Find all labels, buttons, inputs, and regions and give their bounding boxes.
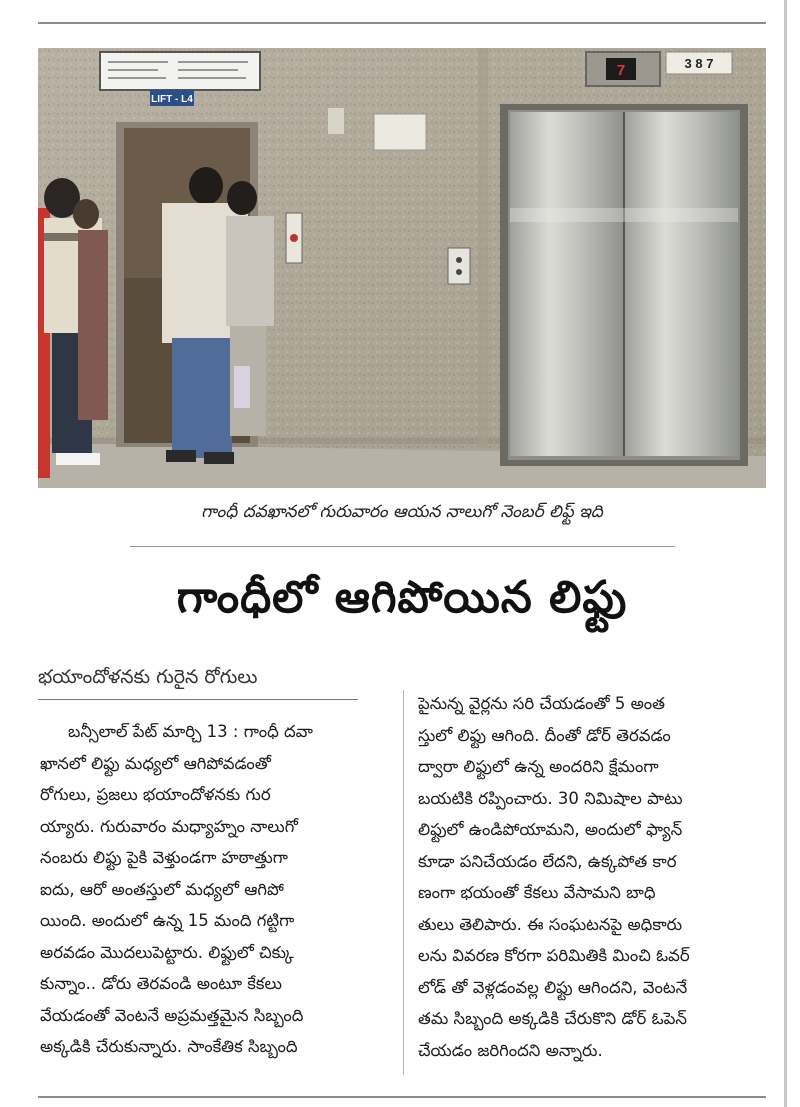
lift-door-right-panel [625, 112, 738, 456]
body-line: తమ సిబ్బంది అక్కడికి చేరుకొని డోర్ ఓపెన్ [418, 1009, 687, 1028]
body-line: ఐదు, ఆరో అంతస్తులో మధ్యలో ఆగిపో [40, 879, 284, 899]
body-line: లను వివరణ కోరగా పరిమితికి మించి ఓవర్ [418, 946, 690, 965]
body-line: పైనున్న వైర్లను సరి చేయడంతో 5 అంత [418, 694, 665, 713]
page-edge [784, 0, 787, 1107]
body-line: రోగులు, ప్రజలు భయాందోళనకు గుర [40, 785, 271, 804]
top-rule [38, 22, 766, 24]
subheadline: భయాందోళనకు గురైన రోగులు [38, 666, 358, 700]
lift-label-text: LIFT - L4 [151, 94, 193, 105]
call-button-icon [290, 234, 298, 242]
column-divider [403, 690, 404, 1075]
body-line: వేయడంతో వెంటనే అప్రమత్తమైన సిబ్బంది [40, 1005, 304, 1025]
headline: గాంధీలో ఆగిపోయిన లిఫ్టు [176, 572, 628, 623]
body-line: ణంగా భయంతో కేకలు వేసామని బాధి [418, 883, 656, 902]
call-panel-right [448, 248, 470, 284]
body-line: కూడా పనిచేయడం లేదని, ఉక్కపోత కార [418, 851, 677, 871]
body-line: చేయడం జరిగిందని అన్నారు. [418, 1040, 603, 1060]
article-column-right [418, 688, 766, 1066]
floor-number: 7 [616, 62, 626, 79]
bottom-rule [38, 1096, 766, 1098]
caption-divider [130, 546, 675, 547]
body-line: ఖానలో లిఫ్టు మధ్యలో ఆగిపోవడంతో [40, 753, 271, 773]
notice-board [100, 52, 260, 90]
body-line: యింది. అందులో ఉన్న 15 మంది గట్టిగా [40, 911, 295, 930]
body-line: తులు తెలిపారు. ఈ సంఘటనపై అధికారు [418, 914, 683, 934]
body-line: కున్నాం.. డోరు తెరవండి అంటూ కేకలు [40, 974, 282, 993]
body-line: బయటికి రప్పించారు. 30 నిమిషాల పాటు [418, 788, 683, 808]
body-line: లోడ్ తో వెళ్లడంవల్ల లిఫ్టు ఆగిందని, వెంటనే [418, 977, 688, 997]
body-line: అక్కడికి చేరుకున్నారు. సాంకేతిక సిబ్బంది [40, 1037, 298, 1056]
news-photo [38, 48, 766, 488]
body-line: నంబరు లిఫ్టు పైకి వెళ్తుండగా హఠాత్తుగా [40, 848, 288, 867]
door-number-plate: 3 8 7 [684, 56, 714, 71]
body-line: ద్వారా లిఫ్టులో ఉన్న అందరిని క్షేమంగా [418, 757, 659, 776]
body-line: స్తులో లిఫ్టు ఆగింది. దీంతో డోర్ తెరవడం [418, 725, 671, 745]
body-line: బన్సీలాల్ పేట్ మార్చి 13 : గాంధీ దవా [68, 722, 313, 741]
body-line: అరవడం మొదలుపెట్టారు. లిఫ్టులో చిక్కు [40, 942, 294, 962]
lift-door-left-panel [510, 112, 623, 456]
body-line: య్యారు. గురువారం మధ్యాహ్నం నాలుగో [40, 816, 298, 836]
article-column-left [40, 716, 390, 1063]
body-line: లిఫ్టులో ఉండిపోయామని, అందులో ఫ్యాన్ [418, 820, 683, 839]
photo-caption: గాంధీ దవఖానలో గురువారం ఆయన నాలుగో నెంబర్ లిఫ్ట్ ఇది [201, 502, 603, 522]
